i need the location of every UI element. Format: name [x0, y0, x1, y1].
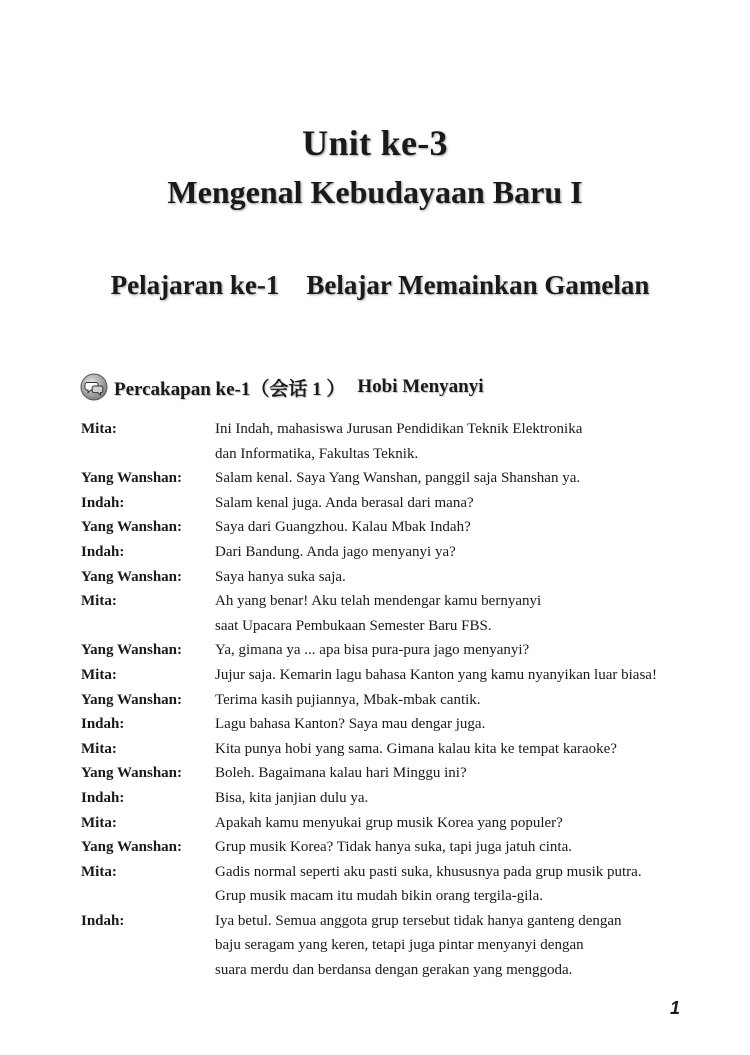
dialogue-text: [215, 565, 701, 590]
dialogue-line: Apakah kamu menyukai grup musik Korea yang populer?: [215, 814, 563, 831]
dialogue-line: Dari Bandung. Anda jago menyanyi ya?: [215, 543, 456, 560]
speaker-name: Indah:: [81, 912, 125, 929]
speaker-name: Indah:: [81, 716, 125, 733]
dialogue-line: dan Informatika, Fakultas Teknik.: [215, 445, 419, 462]
speaker-name: Mita:: [81, 421, 117, 437]
dialogue-row: [81, 663, 701, 688]
dialogue-row: [81, 688, 701, 713]
dialogue-row: [81, 761, 701, 786]
dialogue-row: [81, 466, 701, 491]
dialogue-row: [81, 909, 701, 983]
dialogue-row: [81, 565, 701, 590]
speaker-name: Yang Wanshan:: [81, 765, 183, 782]
speaker-name: Indah:: [81, 789, 125, 806]
dialogue-text: [215, 417, 701, 466]
dialogue-row: [81, 786, 701, 811]
dialogue-text: [215, 589, 701, 638]
dialogue-line: Lagu bahasa Kanton? Saya mau dengar juga.: [215, 716, 486, 733]
speaker-name: Yang Wanshan:: [81, 470, 183, 487]
dialogue-row: [81, 540, 701, 565]
dialogue-text: [215, 860, 701, 909]
dialogue-text: [215, 638, 701, 663]
dialogue-line: Gadis normal seperti aku pasti suka, khususnya pada grup musik putra.: [215, 863, 642, 880]
speaker-name: Mita:: [81, 814, 117, 831]
page-number: 1: [669, 998, 680, 1018]
dialogue-line: Salam kenal. Saya Yang Wanshan, panggil saja Shanshan ya.: [215, 470, 581, 487]
dialogue-text: [215, 491, 701, 516]
dialogue-row: [81, 589, 701, 638]
dialogue-line: Terima kasih pujiannya, Mbak-mbak cantik.: [215, 691, 481, 708]
dialogue-line: baju seragam yang keren, tetapi juga pintar menyanyi dengan: [215, 937, 584, 954]
dialogue-text: [215, 688, 701, 713]
unit-title: Unit ke-3: [302, 123, 448, 163]
dialogue: [81, 417, 701, 983]
lesson-heading: Pelajaran ke-1 Belajar Memainkan Gamelan: [110, 270, 650, 300]
conversation-label: Percakapan ke-1（会话 1 ）: [114, 378, 346, 400]
dialogue-row: [81, 491, 701, 516]
speaker-name: Yang Wanshan:: [81, 691, 183, 708]
dialogue-text: [215, 737, 701, 762]
dialogue-line: Grup musik Korea? Tidak hanya suka, tapi juga jatuh cinta.: [215, 839, 573, 856]
dialogue-line: Saya dari Guangzhou. Kalau Mbak Indah?: [215, 519, 471, 536]
dialogue-line: Boleh. Bagaimana kalau hari Minggu ini?: [215, 765, 467, 782]
speaker-name: Yang Wanshan:: [81, 568, 183, 585]
dialogue-line: Ya, gimana ya ... apa bisa pura-pura jago menyanyi?: [215, 642, 530, 659]
dialogue-line: Bisa, kita janjian dulu ya.: [215, 789, 369, 806]
dialogue-row: [81, 737, 701, 762]
dialogue-line: suara merdu dan berdansa dengan gerakan yang menggoda.: [215, 962, 573, 979]
dialogue-line: saat Upacara Pembukaan Semester Baru FBS.: [215, 617, 492, 634]
speech-bubbles-icon: [80, 373, 108, 401]
speaker-name: Mita:: [81, 593, 117, 610]
dialogue-row: [81, 712, 701, 737]
dialogue-line: Iya betul. Semua anggota grup tersebut tidak hanya ganteng dengan: [215, 912, 622, 929]
dialogue-line: Grup musik macam itu mudah bikin orang tergila-gila.: [215, 888, 543, 905]
dialogue-text: [215, 712, 701, 737]
dialogue-line: Saya hanya suka saja.: [215, 568, 346, 585]
dialogue-row: [81, 638, 701, 663]
dialogue-text: [215, 909, 701, 983]
dialogue-line: Jujur saja. Kemarin lagu bahasa Kanton yang kamu nyanyikan luar biasa!: [215, 666, 657, 683]
dialogue-text: [215, 540, 701, 565]
unit-subtitle: Mengenal Kebudayaan Baru I: [167, 174, 583, 210]
dialogue-text: [215, 466, 701, 491]
dialogue-row: [81, 860, 701, 909]
speaker-name: Yang Wanshan:: [81, 519, 183, 536]
conversation-heading: [80, 372, 484, 402]
dialogue-line: Ini Indah, mahasiswa Jurusan Pendidikan Teknik Elektronika: [215, 421, 583, 437]
dialogue-row: [81, 835, 701, 860]
dialogue-row: [81, 515, 701, 540]
conversation-title: Hobi Menyanyi: [357, 376, 484, 397]
speaker-name: Mita:: [81, 740, 117, 757]
dialogue-text: [215, 786, 701, 811]
dialogue-line: Kita punya hobi yang sama. Gimana kalau kita ke tempat karaoke?: [215, 740, 617, 757]
speaker-name: Yang Wanshan:: [81, 642, 183, 659]
speaker-name: Mita:: [81, 666, 117, 683]
dialogue-text: [215, 515, 701, 540]
speaker-name: Indah:: [81, 494, 125, 511]
dialogue-text: [215, 663, 701, 688]
dialogue-line: Salam kenal juga. Anda berasal dari mana?: [215, 494, 474, 511]
dialogue-text: [215, 835, 701, 860]
dialogue-row: [81, 811, 701, 836]
dialogue-row: [81, 417, 701, 466]
dialogue-line: Ah yang benar! Aku telah mendengar kamu bernyanyi: [215, 593, 542, 610]
speaker-name: Indah:: [81, 543, 125, 560]
dialogue-text: [215, 761, 701, 786]
speaker-name: Mita:: [81, 863, 117, 880]
dialogue-text: [215, 811, 701, 836]
speaker-name: Yang Wanshan:: [81, 839, 183, 856]
